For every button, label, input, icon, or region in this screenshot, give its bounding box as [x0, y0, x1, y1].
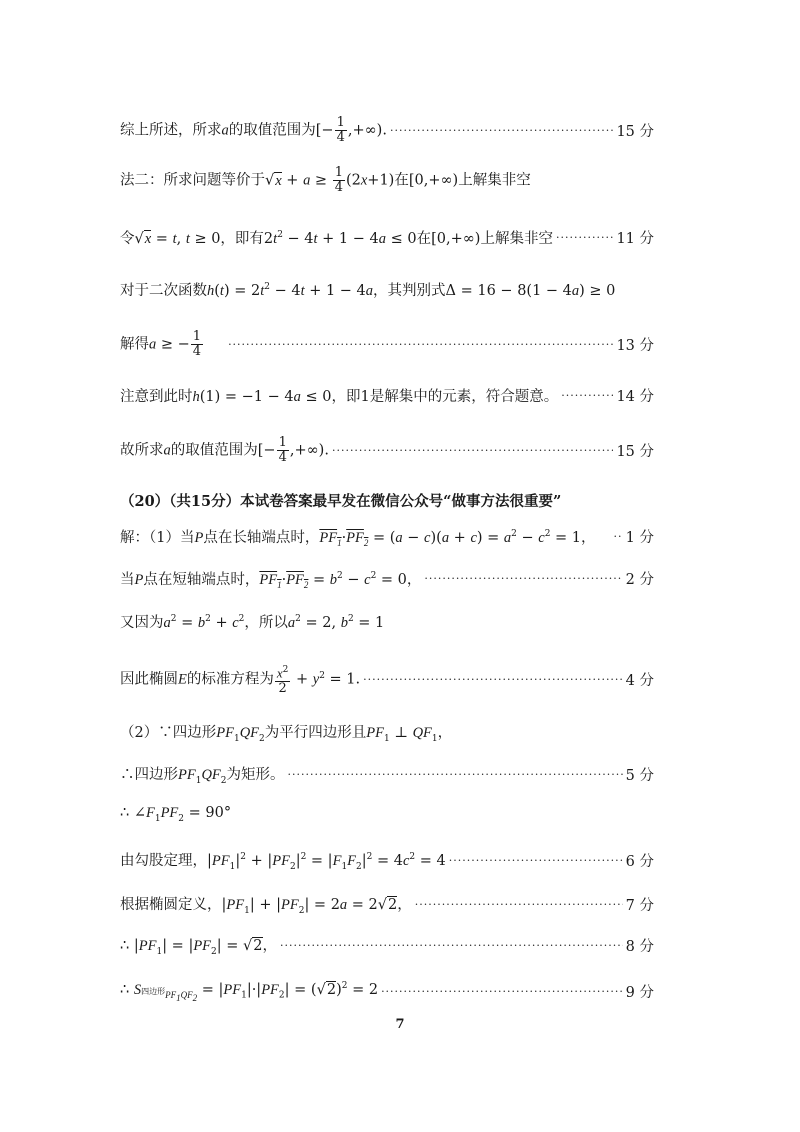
line-18-score: 8 分 [625, 938, 654, 955]
line-12 [120, 663, 654, 696]
leader-dots [415, 898, 623, 911]
line-5-text: 解得a ≥ − $\frac{1}{4}$ [120, 329, 202, 359]
line-7-score: 15 分 [616, 444, 654, 460]
line-16 [120, 849, 654, 872]
leader-dots [561, 389, 613, 402]
line-3-text: 令√x = t, t ≥ 0，即有$2t^2 - 4t + 1 - 4a \le 0$在[0,+∞)上解集非空 [120, 230, 553, 247]
line-10-text: 当P点在短轴端点时，$PF_1\cdot PF_2 = b^2 - c^2 = 0$， [120, 571, 422, 590]
line-4-text: 对于二次函数$h(t) = 2t^2 - 4t + 1 - 4a$，其判别式Δ = 16 − 8(1 − 4a) ≥ 0 [120, 282, 616, 299]
line-19-text: ∴ S四边形$_{PF_1QF_2} = |PF_1|\cdot|PF_2| = (√2)^2 = 2$ [120, 981, 379, 1003]
leader-dots [288, 768, 623, 781]
line-17-text: 根据椭圆定义，$|PF_1| + |PF_2| = 2a = 2√2$， [120, 897, 412, 916]
leader-dots [424, 572, 622, 585]
line-6 [120, 385, 654, 406]
line-6-score: 14 分 [616, 389, 654, 405]
line-6-text: 注意到此时h(1) = −1 − 4a ≤ 0，即1是解集中的元素，符合题意。 [120, 389, 559, 405]
line-7-text: 故所求a的取值范围为[− $\frac{1}{4}$ ,+∞). [120, 435, 329, 465]
line-17 [120, 893, 654, 916]
leader-dots [390, 124, 613, 137]
line-5-score: 13 分 [616, 338, 654, 354]
line-1-score: 15 分 [616, 124, 654, 140]
line-17-score: 7 分 [625, 897, 654, 914]
page-number: 7 [395, 1017, 405, 1032]
line-9 [120, 526, 654, 548]
line-13 [120, 721, 654, 744]
line-3 [120, 227, 654, 248]
line-14 [120, 763, 654, 786]
line-3-score: 11 分 [616, 231, 654, 247]
line-18-text: ∴ $|PF_1| = |PF_2| = √2$， [120, 938, 278, 957]
line-14-score: 5 分 [625, 767, 654, 784]
leader-dots [332, 444, 613, 457]
line-9-score: 1 分 [625, 530, 654, 547]
line-9-text: 解：（1）当P点在长轴端点时，$PF_1\cdot PF_2 = (a - c)(a + c) = a^2 - c^2 = 1$， [120, 529, 596, 548]
line-4 [120, 279, 654, 300]
line-2-text: 法二：所求问题等价于√x + a ≥ $\frac{1}{4}$ (2x+1)在[0,+∞)上解集非空 [120, 165, 531, 195]
line-1 [120, 116, 654, 145]
leader-dots [280, 939, 623, 952]
line-1-text: 综上所述，所求a的取值范围为[− $\frac{1}{4}$ ,+∞). [120, 115, 387, 145]
leader-dots [449, 854, 623, 867]
line-15-text: ∴ $\angle F_1PF_2 = 90^\circ$ [120, 805, 232, 824]
line-5 [120, 330, 654, 359]
line-16-text: 由勾股定理，$|PF_1|^2 + |PF_2|^2 = |F_1F_2|^2 = 4c^2 = 4$ [120, 852, 446, 872]
line-19 [120, 981, 654, 1003]
line-12-score: 4 分 [625, 673, 654, 690]
line-13-text: （2）∵四边形$PF_1QF_2$为平行四边形且$PF_1$ ⊥ $QF_1$， [120, 725, 453, 744]
question-20-header: （20）（共15分）本试卷答案最早发在微信公众号“做事方法很重要” [120, 493, 562, 510]
leader-dots [381, 985, 623, 998]
line-19-score: 9 分 [625, 985, 654, 1002]
line-14-text: ∴四边形$PF_1QF_2$为矩形。 [120, 767, 285, 786]
leader-dots [614, 530, 623, 543]
line-10-score: 2 分 [625, 572, 654, 589]
line-16-score: 6 分 [625, 853, 654, 870]
line-15 [120, 805, 654, 824]
line-11 [120, 611, 654, 632]
line-10 [120, 568, 654, 590]
line-2 [120, 166, 654, 195]
leader-dots [228, 338, 613, 351]
leader-dots [556, 231, 613, 244]
line-12-text: 因此椭圆E的标准方程为 $\frac{x^2}{2}$ + $y^2 = 1$. [120, 665, 361, 697]
line-7 [120, 436, 654, 465]
line-8 [120, 490, 654, 511]
line-11-text: 又因为$a^2 = b^2 + c^2$，所以$a^2 = 2$, $b^2 = 1$ [120, 614, 385, 631]
line-18 [120, 934, 654, 957]
leader-dots [363, 673, 623, 686]
